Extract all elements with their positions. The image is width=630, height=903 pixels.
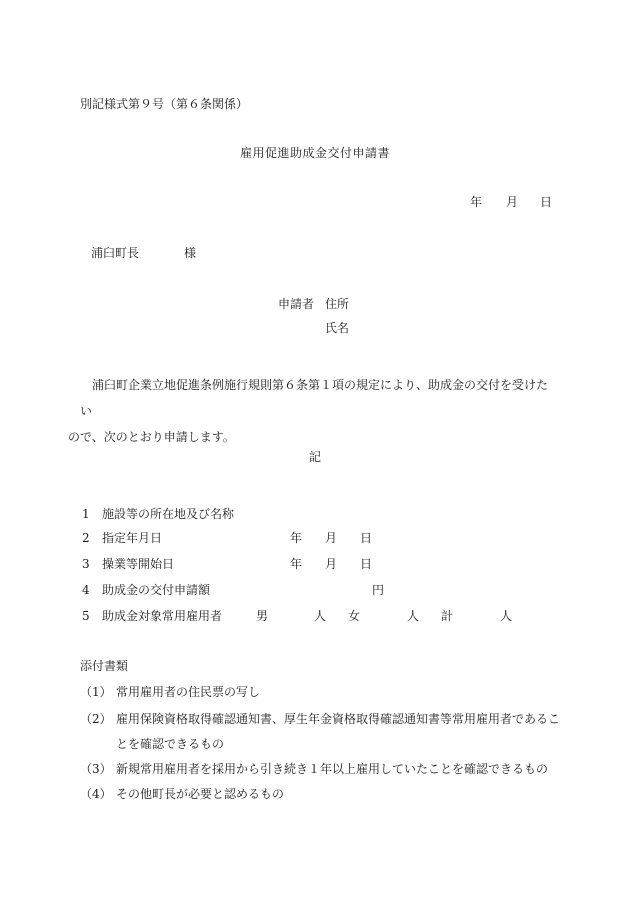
person-count-label: 人	[314, 609, 327, 623]
person-count-label: 人	[407, 609, 420, 623]
item-label: 助成金の交付申請額	[102, 583, 211, 597]
applicant-name-label: 氏名	[325, 321, 350, 335]
list-item	[80, 788, 284, 800]
addressee-suffix: 様	[184, 246, 197, 260]
attachment-text: 常用雇用者の住民票の写し	[116, 685, 261, 699]
item-month-label: 月	[325, 531, 338, 545]
request-statement-line1: 浦臼町企業立地促進条例施行規則第６条第１項の規定により、助成金の交付を受けたい	[80, 378, 549, 418]
attachment-number: （2）	[80, 712, 112, 726]
applicant-role: 申請者	[278, 297, 315, 311]
attachment-text: 雇用保険資格取得確認通知書、厚生年金資格取得確認通知書等常用雇用者であるこ	[116, 712, 561, 726]
item-number: 5	[82, 609, 90, 623]
item-label: 指定年月日	[102, 531, 163, 545]
item-day-label: 日	[360, 557, 373, 571]
person-count-label: 人	[500, 609, 513, 623]
attachment-text-continued: とを確認できるもの	[116, 737, 225, 751]
list-item	[80, 763, 548, 775]
list-item	[80, 686, 260, 698]
request-statement	[68, 372, 552, 450]
date-month-label: 月	[506, 195, 519, 209]
attachment-number: （4）	[80, 787, 112, 801]
item-day-label: 日	[360, 531, 373, 545]
item-label: 操業等開始日	[102, 557, 175, 571]
date-day-label: 日	[540, 195, 553, 209]
male-label: 男	[256, 609, 269, 623]
item-unit-label: 円	[372, 583, 385, 597]
attachment-number: （3）	[80, 762, 112, 776]
document-title: 雇用促進助成金交付申請書	[239, 146, 390, 160]
attachment-text: 新規常用雇用者を採用から引き続き１年以上雇用していたことを確認できるもの	[116, 762, 549, 776]
total-label: 計	[441, 609, 454, 623]
item-month-label: 月	[325, 557, 338, 571]
date-year-label: 年	[470, 195, 483, 209]
attachment-number: （1）	[80, 685, 112, 699]
request-statement-line2: ので、次のとおり申請します。	[68, 430, 235, 444]
item-number: 3	[82, 557, 90, 571]
item-year-label: 年	[290, 557, 303, 571]
ki-heading: 記	[308, 450, 321, 464]
female-label: 女	[348, 609, 361, 623]
item-number: 4	[82, 583, 90, 597]
item-number: 2	[82, 531, 90, 545]
attachment-text: その他町長が必要と認めるもの	[116, 787, 285, 801]
form-label: 別記様式第９号（第６条関係）	[80, 97, 249, 111]
addressee-name: 浦臼町長	[91, 246, 140, 260]
item-label: 助成金対象常用雇用者	[102, 609, 223, 623]
attachments-heading: 添付書類	[80, 659, 129, 673]
item-year-label: 年	[290, 531, 303, 545]
item-number: 1	[82, 507, 90, 521]
item-label: 施設等の所在地及び名称	[102, 507, 235, 521]
list-item	[80, 713, 560, 725]
applicant-address-label: 住所	[325, 297, 350, 311]
